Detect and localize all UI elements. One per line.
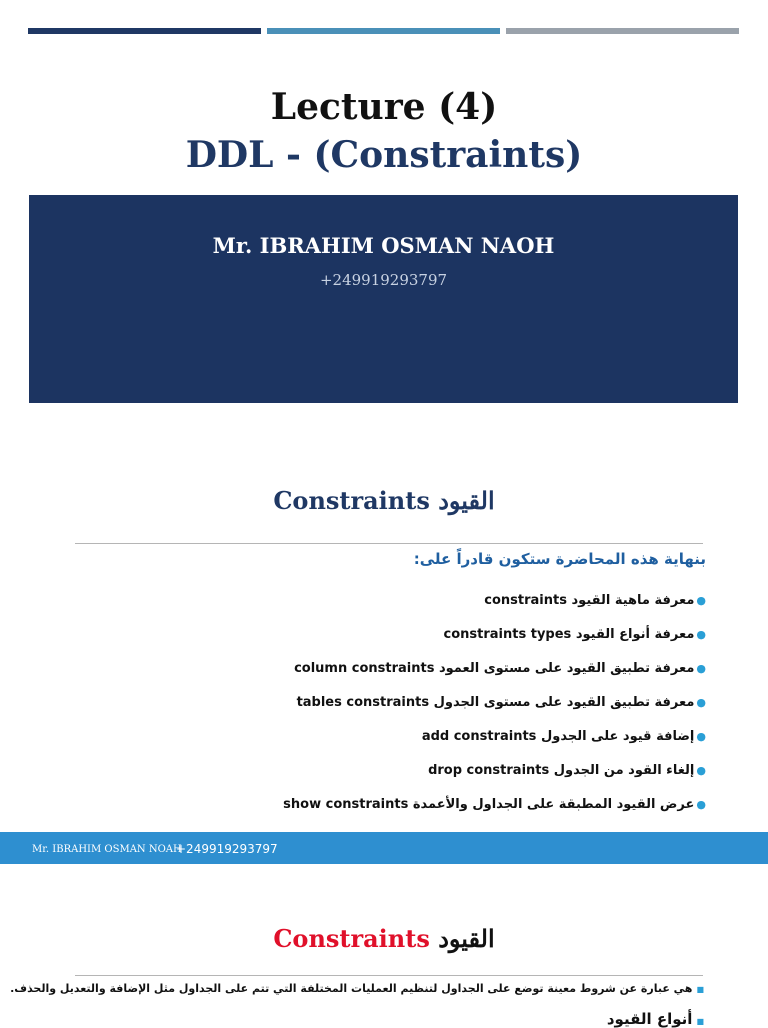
- author-name: Mr. IBRAHIM OSMAN NAOH: [212, 233, 555, 258]
- divider: [75, 975, 703, 976]
- slide-objectives: [0, 430, 768, 832]
- objectives-title-ar: القيود: [438, 486, 495, 515]
- slide-definition: [0, 864, 768, 1028]
- bullet-icon: ■: [696, 985, 704, 994]
- bullet-icon: ●: [696, 764, 706, 777]
- lecture-title: Lecture (4): [270, 86, 498, 128]
- definition-title-en: Constraints: [273, 924, 430, 953]
- bullet-icon: ●: [696, 628, 706, 641]
- definition-title: [0, 924, 768, 953]
- bullet-icon: ●: [696, 696, 706, 709]
- list-item: ●معرفة تطبيق القيود على مستوى الجدول tables constraints: [296, 695, 706, 710]
- objectives-intro: بنهاية هذه المحاضرة ستكون قادراً على:: [413, 550, 706, 568]
- objectives-list: [66, 584, 706, 822]
- top-accent-bar-dark: [28, 28, 261, 34]
- list-item: ●معرفة ماهية القيود constraints: [484, 593, 706, 608]
- author-phone: +249919293797: [319, 271, 448, 289]
- bullet-icon: ●: [696, 662, 706, 675]
- list-item: ●إضافة قيود على الجدول add constraints: [421, 729, 706, 744]
- bullet-icon: ■: [696, 1017, 704, 1026]
- list-item: ●إلغاء القود من الجدول drop constraints: [428, 763, 706, 778]
- definition-title-ar: القيود: [438, 924, 495, 953]
- top-accent-bar-gray: [506, 28, 739, 34]
- list-item: ●عرض القيود المطبقة على الجداول والأعمدة show constraints: [283, 797, 706, 812]
- slide-footer: [0, 832, 768, 864]
- list-item: ●معرفة أنواع القيود constraints types: [443, 627, 706, 642]
- lecture-subtitle: DDL - (Constraints): [185, 134, 583, 176]
- bullet-icon: ●: [696, 730, 706, 743]
- bullet-icon: ●: [696, 798, 706, 811]
- list-item: ●معرفة تطبيق القيود على مستوى العمود column constraints: [294, 661, 706, 676]
- definition-text: ■هي عبارة عن شروط معينة توضع على الجداول لتنظيم العمليات المختلفة التي تتم على الجداول مثل الإضافة والتعديل والحذف.: [10, 982, 704, 995]
- author-banner: [29, 195, 738, 403]
- top-accent-bar-blue: [267, 28, 500, 34]
- objectives-title: [0, 486, 768, 515]
- objectives-title-en: Constraints: [273, 486, 430, 515]
- types-heading: ■أنواع القيود: [606, 1010, 704, 1028]
- slide-title: [0, 0, 768, 430]
- divider: [75, 543, 703, 544]
- bullet-icon: ●: [696, 594, 706, 607]
- footer-name: Mr. IBRAHIM OSMAN NOAH: [32, 844, 182, 855]
- footer-phone: +249919293797: [176, 842, 278, 856]
